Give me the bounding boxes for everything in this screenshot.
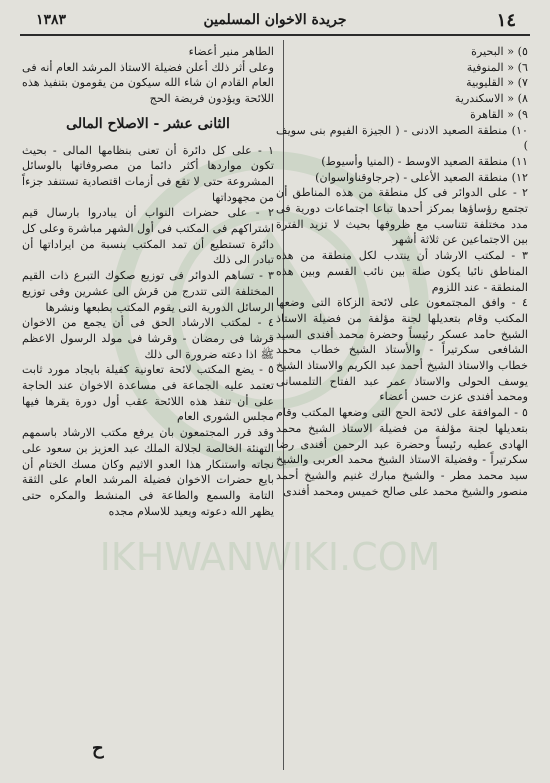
paragraph: ٤ - لمكتب الارشاد الحق فى أن يجمع من الاخوان قرشا فى رمضان - وقرشا فى مولد الرسول الاعظم ﷺ اذا دعته ضرورة الى ذلك [22,316,274,361]
paragraph: ١ - على كل دائرة أن تعنى بنظامها المالى - بحيث تكون مواردها أكثر دائما من مصروفاتها بالوسائل المشروعة حتى لا تقع فى أزمات اقتصادية تستنفد جزءاً من مجهوداتها [22,143,274,204]
paragraph: وقد قرر المجتمعون بان يرفع مكتب الارشاد باسمهم التهنئة الخالصة لجلالة الملك عبد العزيز بن سعود على نجاته واستنكار هذا العدو الاثيم وكان مسك الختام أن بايع حضرات الاخوان فضيلة المرشد العام على الثقة التامة والسمع والطاعة فى المنشط والمكره حتى يظهر الله دعوته ويعيد للاسلام مجده [22,426,274,518]
region-item: ٥) « البحيرة [471,45,528,58]
paragraph: ٣ - لمكتب الارشاد أن ينتدب لكل منطقة من هذه المناطق نائبا يكون صلة بين نائب القسم وبين هذه المنطقة - عند اللزوم [276,249,528,294]
paragraph: ٢ - على حضرات النواب أن يبادروا بارسال قيم اشتراكهم فى المكتب فى أول الشهر مباشرة وعلى كل دائرة تستطيع أن تمد المكتب بنسبة من ايراداتها أن تبادر الى ذلك [22,206,274,267]
region-item: ١٠) منطقة الصعيد الادنى - ( الجيزة الفيوم بنى سويف ) [276,123,528,153]
paragraph: ٢ - على الدوائر فى كل منطقة من هذه المناطق أن تجتمع رؤساؤها بمركز أحدها تباعا اجتماعات دورية فى مدد مختلفة تتناسب مع ظروفها بحيث لا تزيد الفترة بين الاجتماعين عن ثلاثة أشهر [276,186,528,247]
region-item: ٨) « الاسكندرية [454,92,528,106]
page-number: ١٤ [496,10,516,31]
paragraph: ٤ - وافق المجتمعون على لائحة الزكاة التى وضعها المكتب وقام بتعديلها لجنة مؤلفة من فضيلة الاستاذ الشيخ حامد عسكر رئيساً وحضرة محمد أفندى السيد الشافعى سكرتيراً - والأستاذ الشيخ خطاب محمد خطاب والاستاذ الشيخ أحمد عبد الكريم والاستاذ الشيخ يوسف الحولى والاستاذ عمر عبد الفتاح التلمسانى ومحمد أفندى عزت حسن أعضاء [276,296,528,404]
region-item: ٦) « المنوفية [466,60,528,74]
region-item: ١٢) منطقة الصعيد الأعلى - (جرجاوقناواسوان) [315,170,528,184]
region-item: ١١) منطقة الصعيد الاوسط - (المنيا وأسيوط) [321,154,528,168]
issue-year: ١٣٨٣ [36,12,67,28]
right-column [276,44,528,499]
page-header [20,10,530,34]
paragraph: الطاهر منير أعضاء [188,45,274,58]
svg-text:IKHWANWIKI.COM: IKHWANWIKI.COM [99,535,441,579]
region-item: ٧) « القليوبية [466,76,528,90]
section-title: الثانى عشر - الاصلاح المالى [66,115,230,132]
paragraph: ٥ - يضع المكتب لائحة تعاونية كفيلة بايجاد مورد ثابت تعتمد عليه الجماعة فى مساعدة الاخوان عند الحاجة على أن تنفذ هذه اللائحة عقب أول دورة يقرها فيها مجلس الشورى العام [22,363,274,424]
header-rule [20,34,530,36]
left-column [22,44,274,519]
signature: ح [92,738,104,759]
paragraph: وعلى أثر ذلك أعلن فضيلة الاستاذ المرشد العام أنه فى العام القادم ان شاء الله سيكون من يقومون بتنفيذ هذه اللائحة ويؤدون فريضة الحج [22,60,274,106]
paragraph: ٣ - تساهم الدوائر فى توزيع صكوك التبرع ذات القيم المختلفة التى تتدرج من قرش الى عشرين وفى توزيع الرسائل الدورية التى يقوم المكتب بطبعها ونشرها [22,269,274,314]
paragraph: ٥ - الموافقة على لائحة الحج التى وضعها المكتب وقام بتعديلها لجنة مؤلفة من فضيلة الاستاذ الشيخ محمد الهادى عطيه رئيساً وحضرة عبد الرحمن أفندى رضا سكرتيراً - وفضيلة الاستاذ الشيخ محمد العربى والشيخ سيد محمد مطر - والشيخ مبارك غنيم والشيخ أحمد منصور والشيخ محمد على صالح خميس ومحمد أفندى [276,406,528,498]
newspaper-title: جريدة الاخوان المسلمين [203,12,347,28]
region-item: ٩) « القاهرة [470,107,528,121]
